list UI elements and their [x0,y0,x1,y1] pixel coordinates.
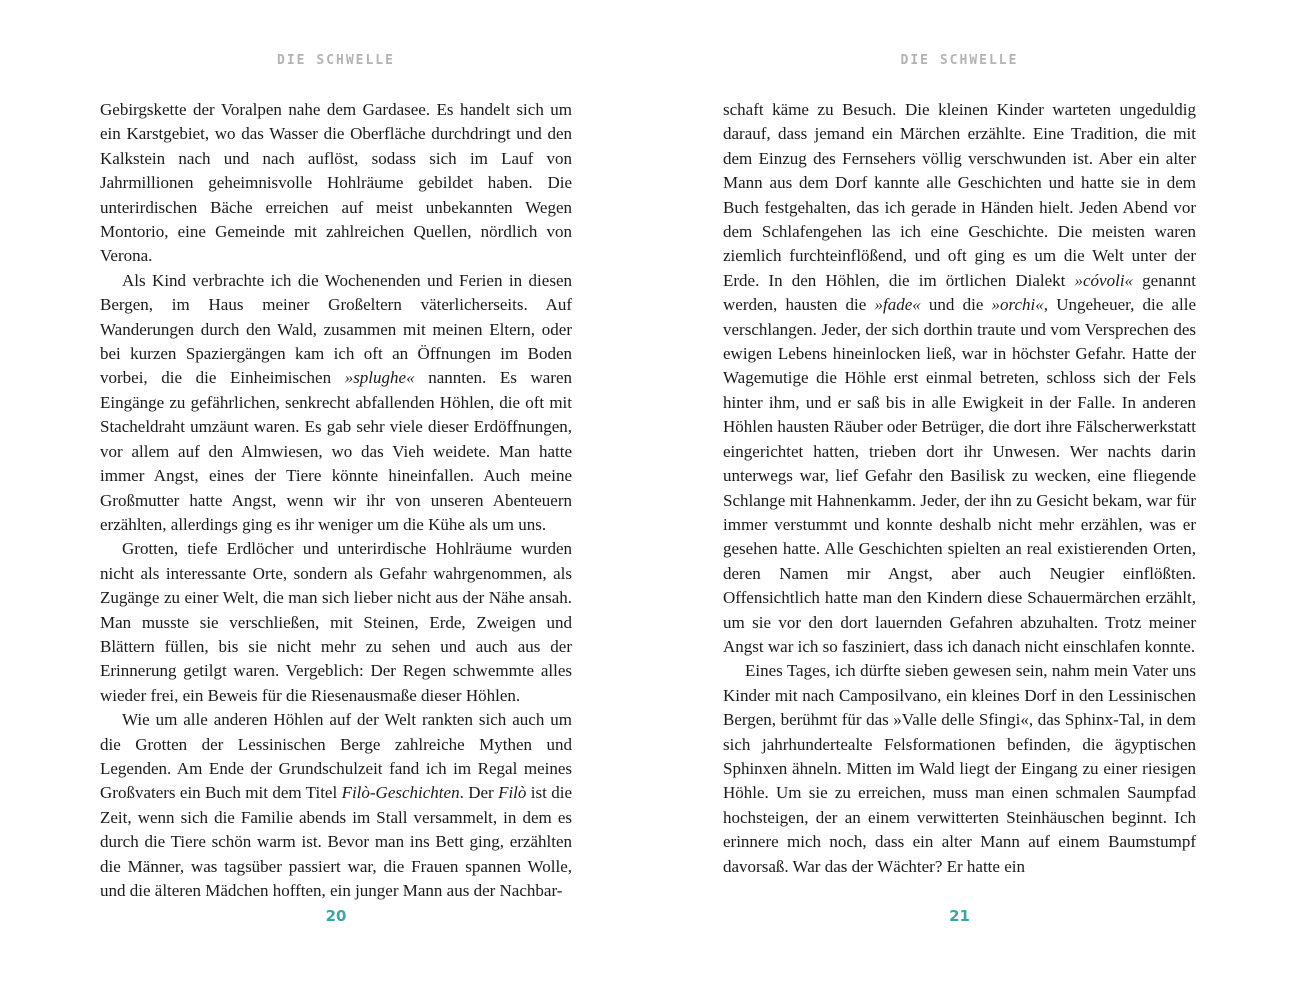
text-segment: Als Kind verbrachte ich die Wochenenden und Ferien in diesen Bergen, im Haus meiner Großeltern väterlicherseits. Auf Wanderungen durch den Wald, zusammen mit meinen Eltern, oder bei kurzen Spaziergängen kam ich oft an Öffnungen im Boden vorbei, die die Einheimischen [100,270,572,388]
text-segment: Gebirgskette der Voralpen nahe dem Gardasee. Es handelt sich um ein Karstgebiet, wo das Wasser die Oberfläche durchdringt und den Kalkstein nach und nach auflöst, sodass sich im Lauf von Jahrmillionen geheimnisvolle Hohlräume gebildet haben. Die unterirdischen Bäche erreichen auf meist unbekannten Wegen Montorio, eine Gemeinde mit zahlreichen Quellen, nördlich von Verona. [100,100,572,266]
italic-term: »orchi« [991,295,1044,315]
text-segment: ist die Zeit, wenn sich die Familie abends im Stall versammelt, in dem es durch die Tiere schön warm ist. Bevor man ins Bett ging, erzählten die Männer, was tagsüber passiert war, die Frauen spannen Wolle, und die älteren Mädchen hofften, ein junger Mann aus der Nachbar- [100,783,572,900]
page-number-left: 20 [325,907,347,925]
text-segment: nannten. Es waren Eingänge zu gefährlichen, senkrecht abfallenden Höhlen, die oft mit Stacheldraht umzäunt waren. Es gab sehr viele dieser Erdöffnungen, vor allem auf den Almwiesen, wo das Vieh weidete. Man hatte immer Angst, eines der Tiere könnte hineinfallen. Auch meine Großmutter hatte Angst, wenn wir ihr von unseren Abenteuern erzählten, allerdings ging es ihr weniger um die Kühe als um uns. [100,368,572,534]
left-page-body [100,98,572,903]
running-head-right: DIE SCHWELLE [900,53,1019,68]
text-segment: Eines Tages, ich dürfte sieben gewesen sein, nahm mein Vater uns Kinder mit nach Camposilvano, ein kleines Dorf in den Lessinischen Bergen, berühmt für das »Valle delle Sfingi«, das Sphinx-Tal, in dem sich jahrhundertealte Felsformationen befinden, die ägyptischen Sphinxen ähneln. Mitten im Wald liegt der Eingang zu einer riesigen Höhle. Um sie zu erreichen, muss man einen schmalen Saumpfad hochsteigen, der an einem verwitterten Steinhäuschen beginnt. Ich erinnere mich noch, dass ein alter Mann auf einem Baumstumpf davorsaß. War das der Wächter? Er hatte ein [723,661,1196,876]
italic-term: Filò [498,783,527,803]
paragraph [100,537,572,708]
text-segment: . Der [459,783,499,803]
text-segment: schaft käme zu Besuch. Die kleinen Kinder warteten ungeduldig darauf, dass jemand ein Märchen erzählte. Eine Tradition, die mit dem Einzug des Fernsehers völlig verschwunden ist. Aber ein alter Mann aus dem Dorf kannte alle Geschichten und hatte sie in dem Buch festgehalten, das ich gerade in Händen hielt. Jeden Abend vor dem Schlafengehen las ich eine Geschichte. Die meisten waren ziemlich furchteinflößend, und oft ging es um die Welt unter der Erde. In den Höhlen, die im örtlichen Dialekt [723,100,1196,290]
paragraph [100,708,572,903]
left-page [100,0,572,1000]
paragraph [723,659,1196,879]
running-head-left: DIE SCHWELLE [277,53,395,68]
page-number-right: 21 [949,907,970,925]
right-page-body [723,98,1196,879]
italic-book-title: Filò-Geschichten [341,783,460,803]
italic-term: »fade« [874,295,921,315]
paragraph [100,98,572,269]
right-page [723,0,1196,1000]
text-segment: Grotten, tiefe Erdlöcher und unterirdische Hohlräume wurden nicht als interessante Orte, sondern als Gefahr wahrgenommen, als Zugänge zu einer Welt, die man sich lieber nicht aus der Nähe ansah. Man musste sie verschließen, mit Steinen, Erde, Zweigen und Blättern füllen, bis sie nicht mehr zu sehen und auch aus der Erinnerung getilgt waren. Vergeblich: Der Regen schwemmte alles wieder frei, ein Beweis für die Riesenausmaße dieser Höhlen. [100,539,572,705]
italic-term: »splughe« [344,368,415,388]
text-segment: genannt werden, hausten die [723,270,1196,315]
text-segment: und die [920,295,992,315]
text-segment: , Ungeheuer, die alle verschlangen. Jeder, der sich dorthin traute und vom Versprechen des ewigen Lebens hineinlocken ließ, war in höchster Gefahr. Hatte der Wagemutige die Höhle erst einmal betreten, schloss sich der Fels hinter ihm, und er saß bis in alle Ewigkeit in der Falle. In anderen Höhlen hausten Räuber oder Betrüger, die dort ihre Fälscherwerkstatt eingerichtet hatten, trieben dort ihr Unwesen. Wer nachts darin unterwegs war, lief Gefahr den Basilisk zu wecken, eine fliegende Schlange mit Hahnenkamm. Jeder, der ihn zu Gesicht bekam, war für immer verstummt und konnte deshalb nicht mehr erzählen, was er gesehen hatte. Alle Geschichten spielten an real existierenden Orten, deren Namen mir Angst, aber auch Neugier einflößten. Offensichtlich hatte man den Kindern diese Schauermärchen erzählt, um sie vor den dort lauernden Gefahren abzuhalten. Trotz meiner Angst war ich so fasziniert, dass ich danach nicht einschlafen konnte. [723,295,1196,656]
paragraph [723,98,1196,659]
paragraph [100,269,572,537]
italic-term: »cóvoli« [1074,270,1134,290]
text-segment: Wie um alle anderen Höhlen auf der Welt rankten sich auch um die Grotten der Lessinischen Berge zahlreiche Mythen und Legenden. Am Ende der Grundschulzeit fand ich im Regal meines Großvaters ein Buch mit dem Titel [100,710,572,803]
